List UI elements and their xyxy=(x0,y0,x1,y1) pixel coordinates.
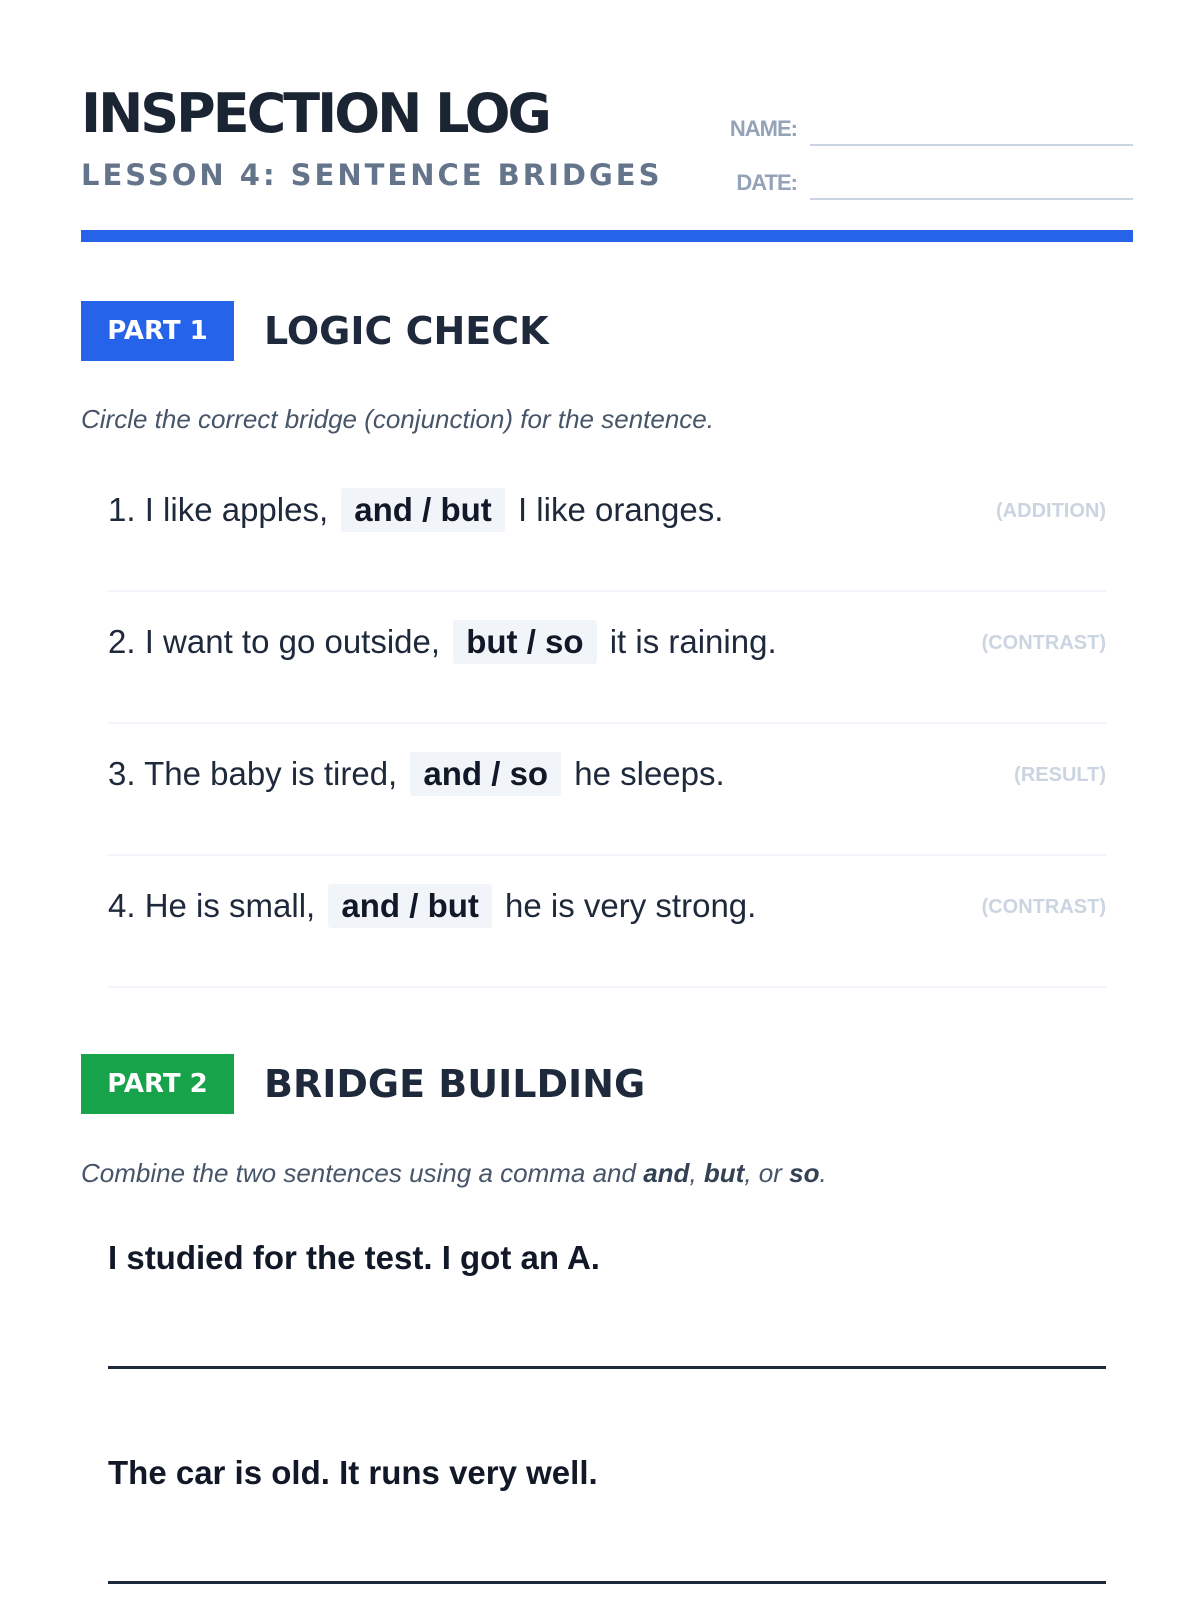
question-text xyxy=(108,620,777,664)
question-before: 1. I like apples, xyxy=(108,491,329,528)
name-field[interactable] xyxy=(721,108,1133,148)
bridge-sentence: The car is old. It runs very well. xyxy=(108,1454,598,1491)
conjunction-choice[interactable]: but / so xyxy=(453,620,596,664)
question-tag: (CONTRAST) xyxy=(981,896,1106,918)
header-divider xyxy=(81,230,1133,242)
question-before: 4. He is small, xyxy=(108,887,316,924)
conjunction-choice[interactable]: and / so xyxy=(410,752,561,796)
date-line[interactable] xyxy=(810,198,1133,200)
instruction-end: . xyxy=(819,1158,827,1188)
name-label: NAME: xyxy=(729,116,797,141)
question-row xyxy=(108,458,1106,592)
question-row xyxy=(108,590,1106,724)
question-tag: (CONTRAST) xyxy=(981,632,1106,654)
bridge-item xyxy=(108,1451,1106,1611)
name-line[interactable] xyxy=(810,144,1133,146)
conjunction-choice[interactable]: and / but xyxy=(328,884,491,928)
question-row xyxy=(108,722,1106,856)
answer-line[interactable] xyxy=(108,1366,1106,1369)
instruction-text: Combine the two sentences using a comma and xyxy=(81,1158,644,1188)
part2-title: BRIDGE BUILDING xyxy=(264,1062,646,1106)
part2-badge: PART 2 xyxy=(81,1054,234,1114)
bridge-item xyxy=(108,1236,1106,1396)
page-subtitle: LESSON 4: SENTENCE BRIDGES xyxy=(81,158,663,192)
date-field[interactable] xyxy=(721,162,1133,202)
part2-header xyxy=(81,1054,1133,1114)
question-after: he sleeps. xyxy=(574,755,725,792)
answer-line[interactable] xyxy=(108,1581,1106,1584)
instruction-sep: , xyxy=(689,1158,704,1188)
question-after: I like oranges. xyxy=(517,491,724,528)
part1-title: LOGIC CHECK xyxy=(264,309,549,353)
part1-badge: PART 1 xyxy=(81,301,234,361)
question-tag: (ADDITION) xyxy=(996,500,1106,522)
question-before: 2. I want to go outside, xyxy=(108,623,441,660)
instruction-word-and: and xyxy=(643,1158,690,1188)
question-tag: (RESULT) xyxy=(1014,764,1106,786)
part1-instruction: Circle the correct bridge (conjunction) for the sentence. xyxy=(81,404,714,434)
question-text xyxy=(108,488,723,532)
worksheet-header xyxy=(81,80,1133,230)
question-after: it is raining. xyxy=(609,623,777,660)
question-before: 3. The baby is tired, xyxy=(108,755,398,792)
date-label: DATE: xyxy=(736,170,797,195)
page-title: INSPECTION LOG xyxy=(81,82,549,145)
question-row xyxy=(108,854,1106,988)
part2-instruction xyxy=(81,1158,827,1189)
instruction-sep: , or xyxy=(744,1158,790,1188)
part1-header xyxy=(81,301,1133,361)
question-after: he is very strong. xyxy=(505,887,757,924)
conjunction-choice[interactable]: and / but xyxy=(341,488,504,532)
bridge-sentence: I studied for the test. I got an A. xyxy=(108,1239,600,1276)
question-text xyxy=(108,884,756,928)
instruction-word-so: so xyxy=(789,1158,820,1188)
instruction-word-but: but xyxy=(703,1158,745,1188)
question-text xyxy=(108,752,725,796)
